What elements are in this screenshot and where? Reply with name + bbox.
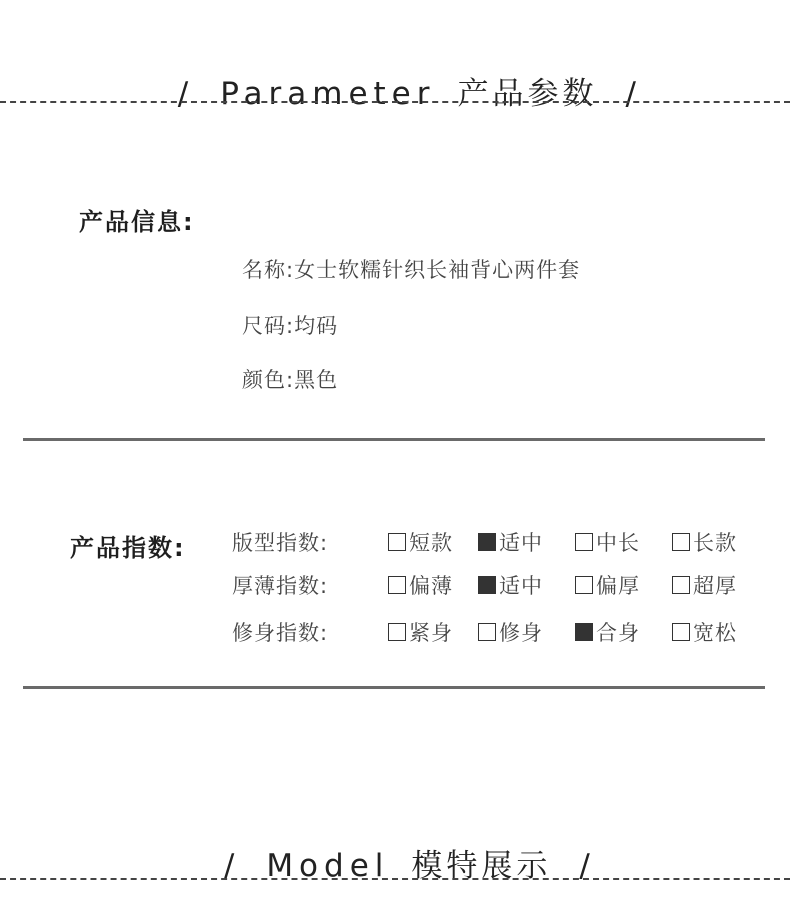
info-key: 颜色: [242, 368, 295, 392]
option-label: 适中 [499, 574, 543, 598]
option-label: 短款 [409, 531, 453, 555]
checkbox-filled-icon[interactable] [478, 576, 496, 594]
option-label: 合身 [596, 621, 640, 645]
info-value: 均码 [294, 314, 339, 338]
checkbox-empty-icon[interactable] [672, 533, 690, 551]
option-label: 宽松 [693, 621, 737, 645]
heading-title-en: Parameter [220, 76, 436, 112]
info-value: 女士软糯针织长袖背心两件套 [294, 258, 581, 282]
option-label: 偏厚 [596, 574, 640, 598]
checkbox-empty-icon[interactable] [672, 576, 690, 594]
heading-slash-right: / [625, 76, 640, 112]
option-label: 偏薄 [409, 574, 453, 598]
option-loose[interactable] [672, 617, 737, 647]
option-extra-thick[interactable] [672, 570, 737, 600]
checkbox-empty-icon[interactable] [388, 623, 406, 641]
checkbox-filled-icon[interactable] [478, 533, 496, 551]
heading-slash-left: / [177, 76, 193, 112]
option-label: 中长 [596, 531, 640, 555]
checkbox-empty-icon[interactable] [388, 576, 406, 594]
option-label: 紧身 [409, 621, 453, 645]
option-moderate-length[interactable] [478, 527, 543, 557]
heading-title-en: Model [266, 848, 390, 884]
option-label: 超厚 [693, 574, 737, 598]
heading-title-cn: 模特展示 [411, 848, 552, 884]
info-key: 名称: [242, 258, 295, 282]
option-fitted[interactable] [575, 617, 640, 647]
option-short[interactable] [388, 527, 453, 557]
heading-slash-right: / [579, 848, 594, 884]
option-mid-long[interactable] [575, 527, 640, 557]
option-label: 适中 [499, 531, 543, 555]
model-section-heading [0, 804, 790, 885]
index-label-fit: 版型指数: [232, 531, 329, 555]
info-value: 黑色 [294, 368, 339, 392]
checkbox-empty-icon[interactable] [575, 576, 593, 594]
heading-title-cn: 产品参数 [457, 76, 598, 112]
option-slim[interactable] [478, 617, 543, 647]
product-index-label: 产品指数: [70, 534, 186, 562]
index-label-thickness: 厚薄指数: [232, 574, 329, 598]
option-long[interactable] [672, 527, 737, 557]
checkbox-filled-icon[interactable] [575, 623, 593, 641]
checkbox-empty-icon[interactable] [672, 623, 690, 641]
info-row-color [242, 364, 338, 394]
info-row-size [242, 310, 338, 340]
option-label: 长款 [693, 531, 737, 555]
product-info-label: 产品信息: [79, 208, 195, 236]
checkbox-empty-icon[interactable] [478, 623, 496, 641]
info-key: 尺码: [242, 314, 295, 338]
option-tight[interactable] [388, 617, 453, 647]
index-label-slimness: 修身指数: [232, 621, 329, 645]
checkbox-empty-icon[interactable] [388, 533, 406, 551]
section-divider-2 [23, 686, 765, 689]
section-divider-1 [23, 438, 765, 441]
dashed-divider-top [0, 101, 790, 103]
option-moderate-thickness[interactable] [478, 570, 543, 600]
option-thick[interactable] [575, 570, 640, 600]
info-row-name [242, 254, 580, 284]
option-thin[interactable] [388, 570, 453, 600]
option-label: 修身 [499, 621, 543, 645]
dashed-divider-bottom [0, 878, 790, 880]
checkbox-empty-icon[interactable] [575, 533, 593, 551]
heading-slash-left: / [223, 848, 239, 884]
